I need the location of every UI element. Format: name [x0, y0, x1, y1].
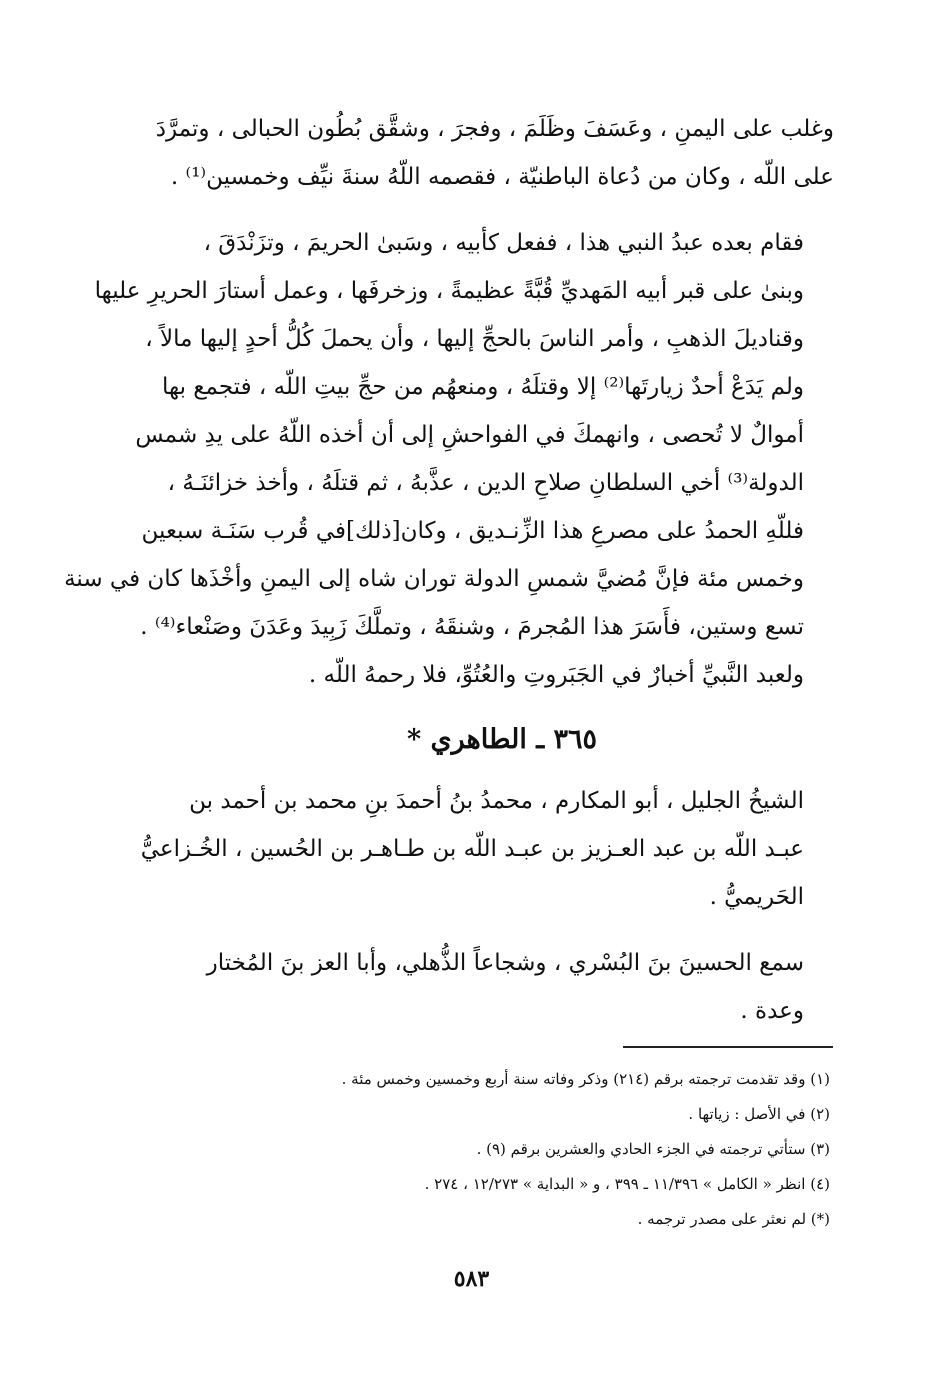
paragraph-1	[155, 105, 834, 201]
footnotes	[230, 1062, 830, 1237]
text-line: وغلب على اليمنِ ، وعَسَفَ وظَلَمَ ، وفجرَ ، وشقَّق بُطُون الحبالى ، وتمرَّدَ	[155, 116, 834, 142]
text-line: وعدة .	[740, 998, 804, 1024]
text-line: وبنىٰ على قبر أبيه المَهديِّ قُبَّةً عظيمةً ، وزخرفَها ، وعمل أستارَ الحريرِ عليها	[94, 278, 804, 304]
footnote-divider	[623, 1046, 833, 1048]
text-line: على اللّه ، وكان من دُعاة الباطنيّة ، فقصمه اللّهُ سنةَ نيِّف وخمسين⁽¹⁾ .	[170, 164, 834, 190]
footnote-1: (١) وقد تقدمت ترجمته برقم (٢١٤) وذكر وفاته سنة أربع وخمسين وخمس مئة .	[341, 1070, 830, 1088]
footnote-5: (*) لم نعثر على مصدر ترجمه .	[637, 1210, 830, 1228]
footnote-4: (٤) انظر « الكامل » ١١/٣٩٦ ـ ٣٩٩ ، و « البداية » ١٢/٢٧٣ ، ٢٧٤ .	[424, 1175, 830, 1193]
paragraph-2	[64, 219, 834, 699]
text-line: وقناديلَ الذهبِ ، وأمر الناسَ بالحجِّ إليها ، وأن يحملَ كُلُّ أحدٍ إليها مالاً ،	[145, 326, 804, 352]
text-line: تسع وستين، فأَسَرَ هذا المُجرمَ ، وشنقَهُ ، وتملَّكَ زَبِيدَ وعَدَنَ وصَنْعاء⁽⁴⁾ .	[140, 614, 804, 640]
text-line: سمع الحسينَ بنَ البُسْري ، وشجاعاً الذُّهلي، وأبا العز بنَ المُختار	[206, 950, 804, 976]
text-line: ولم يَدَعْ أحدٌ زيارتَها⁽²⁾ إلا وقتلَهُ ، ومنعهُم من حجِّ بيتِ اللّه ، فتجمع بها	[161, 374, 804, 400]
text-line: فللّهِ الحمدُ على مصرعِ هذا الزِّنـديق ، وكان[ذلك]في قُرب سَنَـة سبعين	[141, 518, 804, 544]
text-line: ولعبد النَّبيِّ أخبارٌ في الجَبَروتِ والعُتُوِّ، فلا رحمهُ اللّه .	[308, 662, 804, 688]
text-line: عبـد اللّه بن عبد العـزيز بن عبـد اللّه بن طـاهـر بن الحُسين ، الخُـزاعيُّ	[140, 836, 804, 862]
page-number: ٥٨٣	[453, 1266, 490, 1292]
text-line: وخمس مئة فإنَّ مُضيَّ شمسِ الدولة توران شاه إلى اليمنِ وأخْذَها كان في سنة	[64, 566, 804, 592]
text-line: الشيخُ الجليل ، أبو المكارم ، محمدُ بنُ أحمدَ بنِ محمد بن أحمد بن	[189, 788, 804, 814]
footnote-3: (٣) ستأتي ترجمته في الجزء الحادي والعشرين برقم (٩) .	[476, 1140, 830, 1158]
text-line: الدولة⁽³⁾ أخي السلطانِ صلاحِ الدين ، عذَّبهُ ، ثم قتلَهُ ، وأخذ خزائنَـهُ ،	[167, 470, 804, 496]
paragraph-4	[170, 939, 834, 1035]
text-line: الحَريميُّ .	[709, 884, 804, 910]
main-text	[64, 105, 834, 1035]
entry-heading: ٣٦٥ ـ الطاهري *	[406, 724, 598, 755]
paragraph-3	[140, 777, 834, 921]
text-line: فقام بعده عبدُ النبي هذا ، ففعل كأبيه ، وسَبىٰ الحريمَ ، وتزَنْدَقَ ،	[203, 230, 804, 256]
footnote-2: (٢) في الأصل : زياتها .	[688, 1105, 830, 1123]
text-line: أموالٌ لا تُحصى ، وانهمكَ في الفواحشِ إلى أن أخذه اللّهُ على يدِ شمس	[135, 422, 804, 448]
